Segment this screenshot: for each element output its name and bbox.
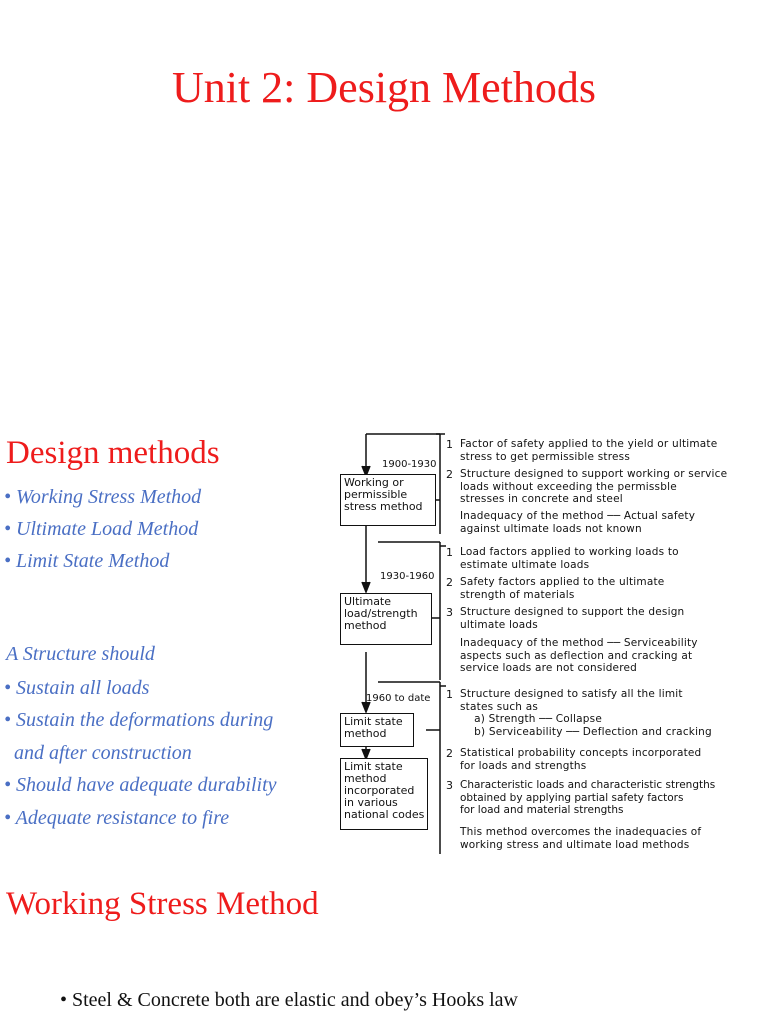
design-methods-diagram (322, 430, 762, 860)
point-text: Safety factors applied to the ultimate strength of materials (460, 576, 665, 601)
working-stress-heading: Working Stress Method (6, 886, 319, 922)
point-number: 1 (446, 438, 453, 451)
point-number: 2 (446, 747, 453, 760)
point-text: Factor of safety applied to the yield or ultimate stress to get permissible stress (460, 438, 718, 463)
point-text: Load factors applied to working loads to estimate ultimate loads (460, 546, 679, 571)
point-text: Structure designed to satisfy all the limit states such as a) Strength ── Collapse b) Serviceability ── Deflection and cracking (460, 688, 712, 738)
era-date-label: 1930-1960 (380, 571, 435, 582)
limit-state-codes-box: Limit state method incorporated in various national codes (340, 758, 428, 830)
working-stress-box: Working or permissible stress method (340, 474, 436, 526)
list-item: • Limit State Method (4, 550, 170, 572)
design-methods-heading: Design methods (6, 435, 220, 471)
point-text: Structure designed to support working or service loads without exceeding the permissble stresses in concrete and steel (460, 468, 728, 505)
point-number: 1 (446, 688, 453, 701)
point-number: 2 (446, 576, 453, 589)
limit-state-box: Limit state method (340, 713, 414, 747)
point-number: 3 (446, 606, 453, 619)
era-date-label: 1960 to date (366, 693, 431, 704)
slide-title: Unit 2: Design Methods (171, 63, 597, 112)
design-methods-list (4, 481, 201, 577)
working-stress-list (60, 984, 518, 1016)
structure-requirements-list (4, 672, 277, 834)
point-number: 3 (446, 779, 453, 792)
list-item: • Should have adequate durability (4, 774, 277, 797)
point-number: 2 (446, 468, 453, 481)
ultimate-load-box: Ultimate load/strength method (340, 593, 432, 645)
point-text: Statistical probability concepts incorporated for loads and strengths (460, 747, 702, 772)
list-item: • Ultimate Load Method (4, 518, 199, 540)
era-date-label: 1900-1930 (382, 459, 437, 470)
list-item: • Steel & Concrete both are elastic and obey’s Hooks law (60, 989, 518, 1011)
conclusion-text: This method overcomes the inadequacies of working stress and ultimate load methods (460, 826, 702, 851)
point-text: Structure designed to support the design ultimate loads (460, 606, 685, 631)
list-item: • Sustain the deformations during (4, 709, 274, 732)
inadequacy-text: Inadequacy of the method ── Actual safety against ultimate loads not known (460, 510, 696, 535)
list-item: and after construction (4, 741, 192, 764)
point-text: Characteristic loads and characteristic strengths obtained by applying partial safety factors for load and material strengths (460, 779, 716, 816)
inadequacy-text: Inadequacy of the method ── Serviceability aspects such as deflection and cracking at service loads are not considered (460, 637, 698, 674)
list-item: • Adequate resistance to fire (4, 806, 230, 829)
list-item: • Working Stress Method (4, 486, 202, 508)
structure-intro: A Structure should (6, 643, 155, 665)
point-number: 1 (446, 546, 453, 559)
list-item: • Sustain all loads (4, 677, 150, 699)
